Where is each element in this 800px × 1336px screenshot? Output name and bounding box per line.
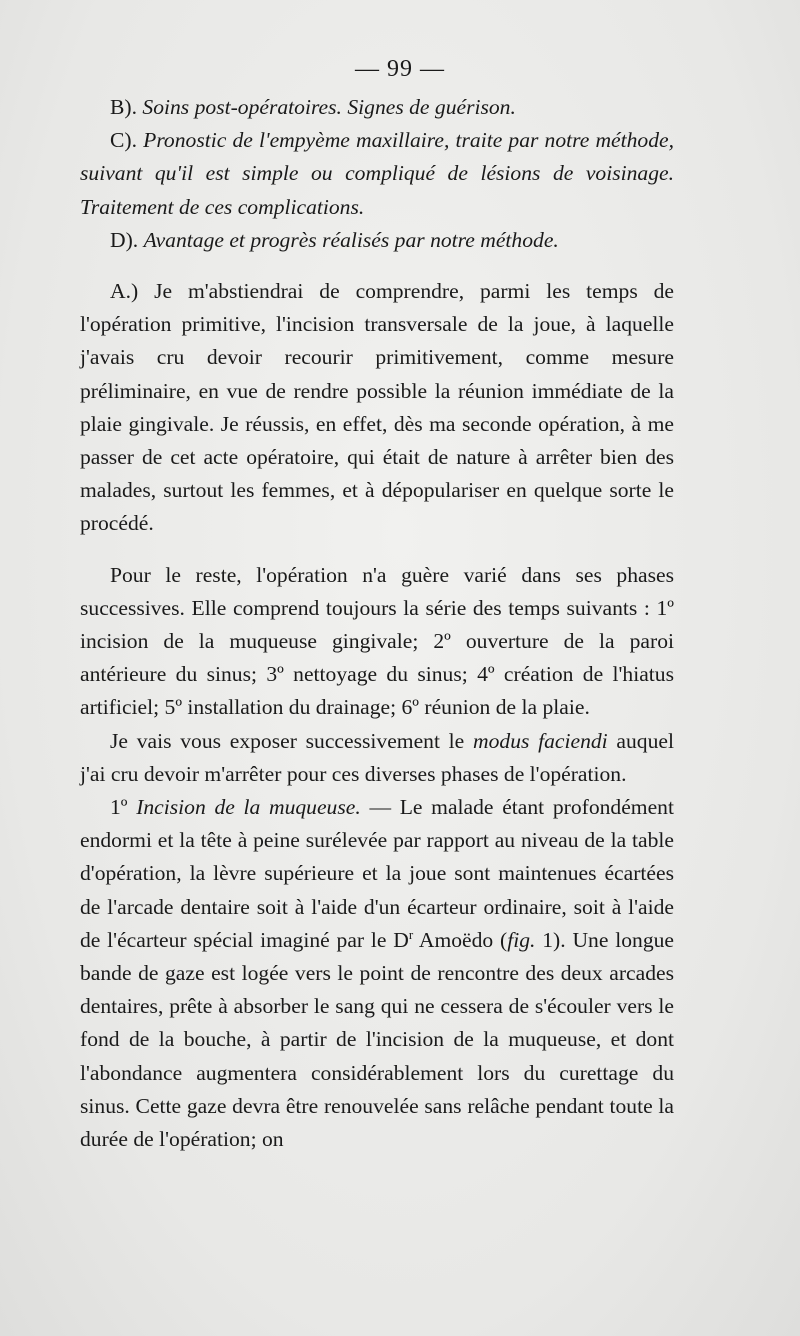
- incision-text-3: 1). Une longue bande de gaze est logée vers le point de rencontre des deux arcades dentaires, prête à absorber le sang qui ne cessera de s'écouler vers le fond de la bouche, à partir de l'incision de la muqueuse, et dont l'abondance augmentera considérablement lors du curettage du sinus. Cette gaze devra être renouvelée sans relâche pendant toute la durée de l'opération; on: [80, 927, 674, 1152]
- incision-text-2: Amoëdo (: [418, 927, 508, 952]
- item-d-label: D).: [110, 227, 139, 252]
- item-d: [80, 224, 674, 257]
- exposer-after: auquel j'ai cru devoir m'arrêter pour ces diverses phases de l'opération.: [80, 728, 674, 786]
- exposer-before: Je vais vous exposer successivement le: [110, 728, 465, 753]
- body-text: [80, 91, 674, 1156]
- item-d-text: Avantage et progrès réalisés par notre méthode.: [143, 227, 559, 252]
- exposer-italic: modus faciendi: [473, 728, 608, 753]
- paragraph-incision: [80, 791, 674, 1156]
- item-c-text: Pronostic de l'empyème maxillaire, traite par notre méthode, suivant qu'il est simple ou compliqué de lésions de voisinage. Traitement de ces complications.: [80, 128, 674, 219]
- item-b-label: B).: [110, 95, 137, 119]
- item-c: [80, 124, 674, 224]
- incision-number: 1º: [110, 795, 128, 820]
- item-b: [80, 91, 674, 124]
- paragraph-reste: Pour le reste, l'opération n'a guère varié dans ses phases successives. Elle comprend toujours la série des temps suivants : 1º incision de la muqueuse gingivale; 2º ouverture de la paroi antérieure du sinus; 3º nettoyage du sinus; 4º création de l'hiatus artificiel; 5º installation du drainage; 6º réunion de la plaie.: [80, 562, 674, 720]
- incision-text-1: — Le malade étant profondément endormi et la tête à peine surélevée par rapport au niveau de la table d'opération, la lèvre supérieure et la joue sont maintenues écartées de l'arcade dentaire soit à l'aide d'un écarteur ordinaire, soit à l'aide de l'écarteur spécial imaginé par le D: [80, 795, 674, 952]
- item-b-text: Soins post-opératoires. Signes de guérison.: [142, 95, 516, 119]
- item-c-label: C).: [110, 128, 137, 153]
- incision-heading: Incision de la muqueuse.: [136, 795, 361, 820]
- paragraph-exposer: [80, 725, 674, 791]
- paragraph-a: A.) Je m'abstiendrai de comprendre, parmi les temps de l'opération primitive, l'incision transversale de la joue, à laquelle j'avais cru devoir recourir primitivement, comme mesure préliminaire, en vue de rendre possible la réunion immédiate de la plaie gingivale. Je réussis, en effet, dès ma seconde opération, à me passer de cet acte opératoire, qui était de nature à arrêter bien des malades, surtout les femmes, et à dépopulariser en quelque sorte le procédé.: [80, 279, 674, 536]
- figure-reference: fig.: [507, 927, 536, 952]
- page-number: — 99 —: [355, 56, 445, 82]
- doctor-superscript: r: [408, 926, 414, 942]
